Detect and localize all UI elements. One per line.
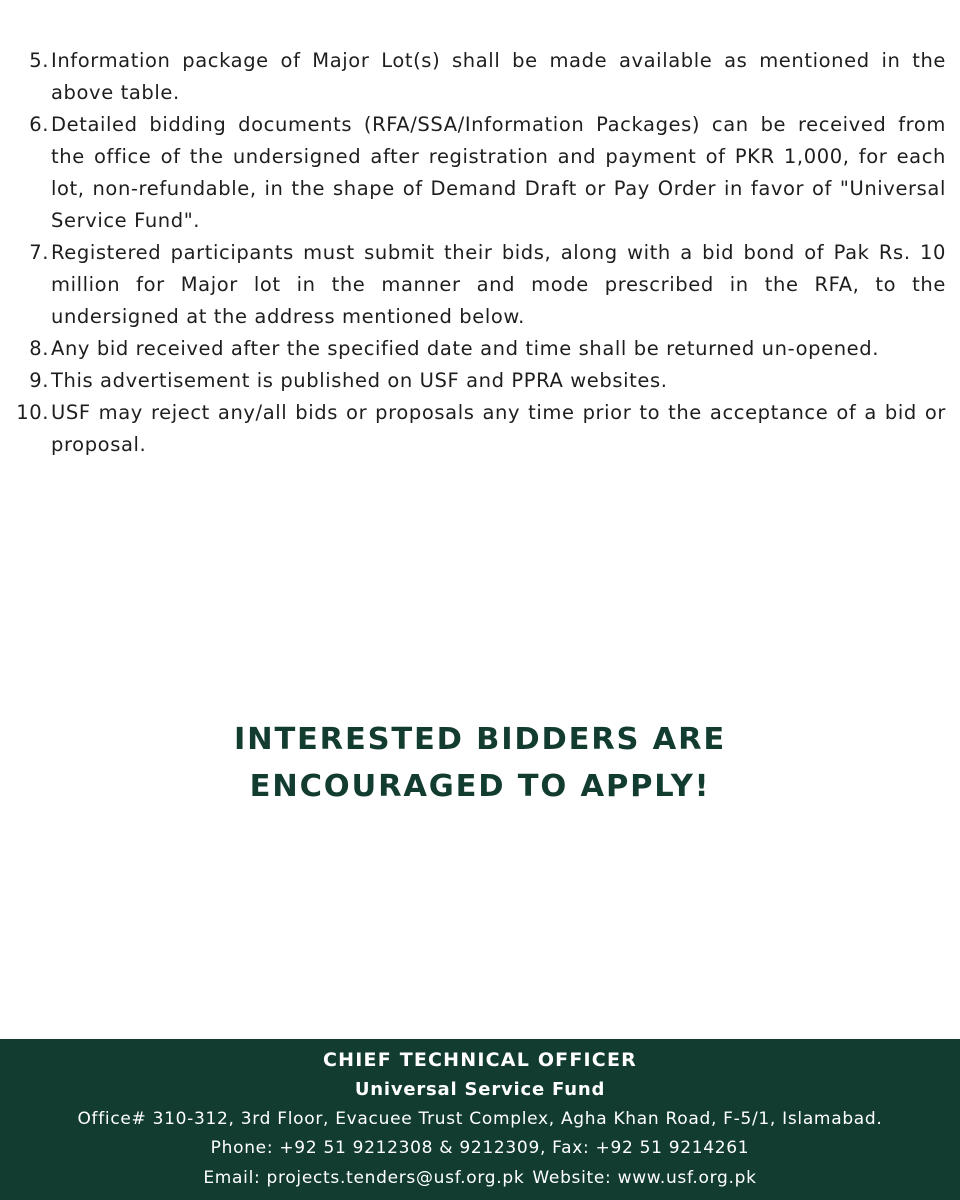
terms-list [0, 45, 960, 461]
term-item-5 [0, 45, 960, 109]
term-text: Any bid received after the specified date and time shall be returned un-opened. [51, 337, 880, 360]
term-item-9 [0, 365, 960, 397]
term-number: 5. [29, 49, 49, 72]
cta-line-2: ENCOURAGED TO APPLY! [249, 769, 711, 804]
term-text: This advertisement is published on USF and PPRA websites. [51, 369, 668, 392]
call-to-action-heading [0, 716, 960, 810]
footer-address: Office# 310-312, 3rd Floor, Evacuee Trust Complex, Agha Khan Road, F-5/1, Islamabad. [77, 1108, 883, 1129]
term-number: 9. [29, 369, 49, 392]
footer-phone-fax: Phone: +92 51 9212308 & 9212309, Fax: +92 51 9214261 [210, 1138, 750, 1159]
term-text: USF may reject any/all bids or proposals any time prior to the acceptance of a bid or proposal. [51, 401, 946, 456]
term-text: Information package of Major Lot(s) shall be made available as mentioned in the above table. [51, 49, 946, 104]
term-number: 7. [29, 241, 49, 264]
contact-footer [0, 1039, 960, 1200]
term-item-6 [0, 109, 960, 237]
footer-organization: Universal Service Fund [354, 1079, 606, 1101]
term-number: 6. [29, 113, 49, 136]
term-text: Detailed bidding documents (RFA/SSA/Information Packages) can be received from the office of the undersigned after registration and payment of PKR 1,000, for each lot, non-refundable, in the shape of Demand Draft or Pay Order in favor of "Universal Service Fund". [51, 113, 946, 232]
term-item-8 [0, 333, 960, 365]
term-item-10 [0, 397, 960, 461]
term-number: 10. [16, 401, 49, 424]
footer-contact-line [0, 1164, 960, 1193]
footer-website[interactable]: Website: www.usf.org.pk [532, 1167, 757, 1188]
footer-title: CHIEF TECHNICAL OFFICER [323, 1049, 637, 1071]
footer-email[interactable]: Email: projects.tenders@usf.org.pk [203, 1167, 525, 1188]
term-item-7 [0, 237, 960, 333]
cta-line-1: INTERESTED BIDDERS ARE [233, 722, 727, 757]
term-text: Registered participants must submit their bids, along with a bid bond of Pak Rs. 10 million for Major lot in the manner and mode prescribed in the RFA, to the undersigned at the address mentioned below. [51, 241, 946, 328]
term-number: 8. [29, 337, 49, 360]
